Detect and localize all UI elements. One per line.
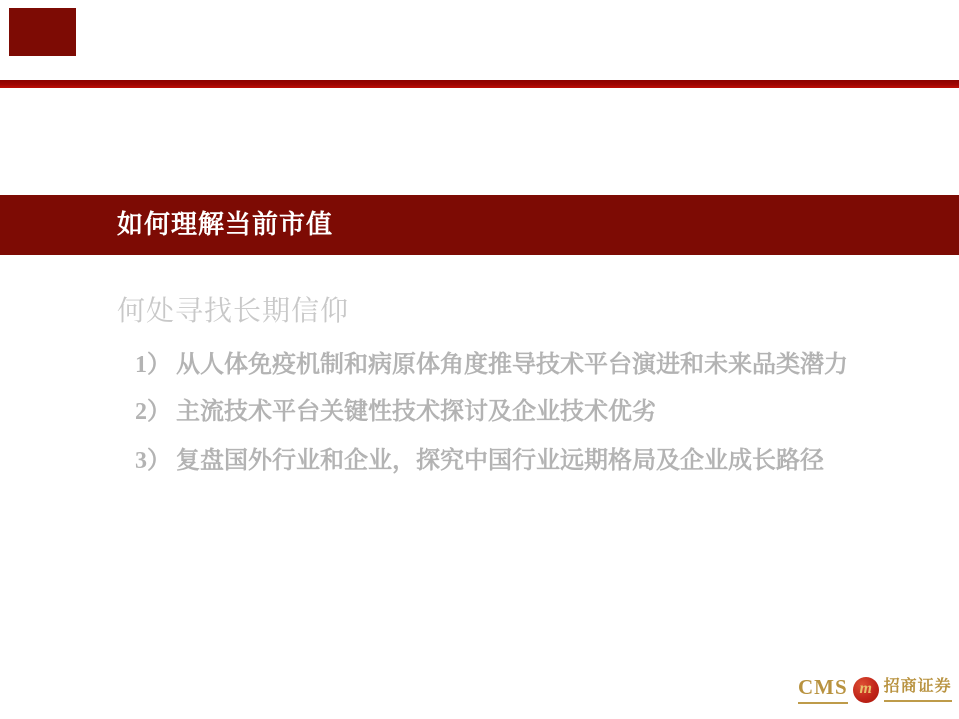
section-title-banner [0, 195, 959, 255]
section-title: 如何理解当前市值 [117, 210, 334, 239]
list-item-2 [135, 400, 656, 425]
cms-logo-company-name: 招商证券 [884, 679, 952, 702]
cms-logo-mark-icon [853, 677, 879, 703]
content-heading: 何处寻找长期信仰 [117, 295, 350, 326]
cms-logo-text: CMS [798, 677, 848, 704]
cms-logo [798, 673, 952, 707]
cms-logo-mark-glyph: m [859, 680, 872, 697]
list-item-3-number: 3） [135, 448, 171, 474]
top-divider-rule [0, 80, 959, 88]
list-item-1-text: 从人体免疫机制和病原体角度推导技术平台演进和未来品类潜力 [176, 352, 848, 378]
list-item-3 [135, 449, 824, 474]
list-item-1-number: 1） [135, 352, 171, 378]
list-item-2-number: 2） [135, 399, 171, 425]
corner-accent-rect [9, 8, 76, 56]
list-item-3-text: 复盘国外行业和企业，探究中国行业远期格局及企业成长路径 [176, 448, 824, 474]
list-item-2-text: 主流技术平台关键性技术探讨及企业技术优劣 [176, 399, 656, 425]
list-item-1 [135, 353, 848, 378]
